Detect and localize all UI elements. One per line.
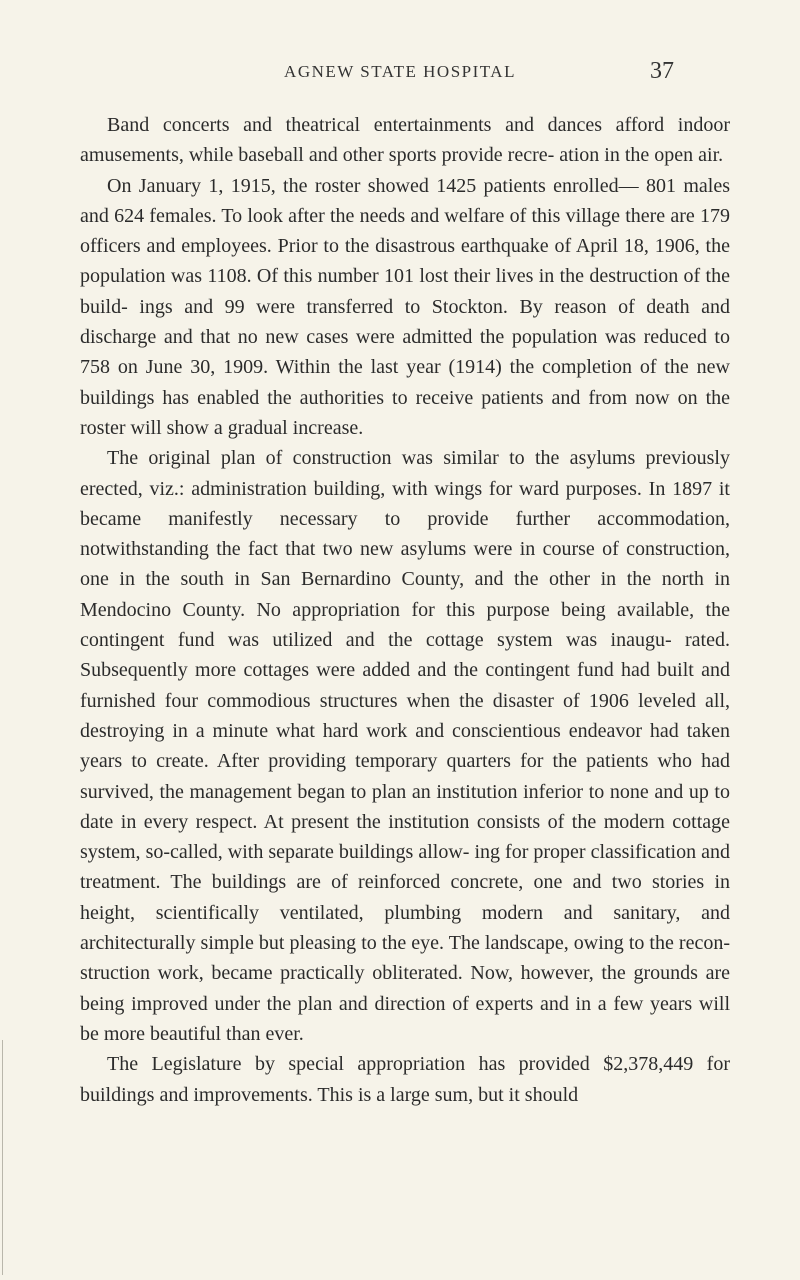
paragraph-amusements: Band concerts and theatrical entertainments and dances afford indoor amusements, while baseball and other sports provide recre- ation in the open air. — [80, 114, 730, 167]
paragraph-population: On January 1, 1915, the roster showed 1425 patients enrolled— 801 males and 624 females. To look after the needs and welfare of this village there are 179 officers and employees. Prior to the disastrous earthquake of April 18, 1906, the population was 1108. Of this number 101 lost their lives in the destruction of the build- ings and 99 were transferred to Stockton. By reason of death and discharge and that no new cases were admitted the population was reduced to 758 on June 30, 1909. Within the last year (1914) the completion of the new buildings has enabled the authorities to receive patients and from now on the roster will show a gradual increase. — [80, 174, 730, 439]
running-head — [0, 58, 800, 92]
page-number: 37 — [650, 58, 674, 84]
page-edge-shadow — [2, 1040, 3, 1275]
body-text — [80, 110, 730, 1110]
paragraph-construction: The original plan of construction was similar to the asylums previously erected, viz.: administration building, with wings for ward purposes. In 1897 it became manifestly necessary to provide further accommodation, notwithstanding the fact that two new asylums were in course of construction, one in the south in San Bernardino County, and the other in the north in Mendocino County. No appropriation for this purpose being available, the contingent fund was utilized and the cottage system was inaugu- rated. Subsequently more cottages were added and the contingent fund had built and furnished four commodious structures when the disaster of 1906 leveled all, destroying in a minute what hard work and conscientious endeavor had taken years to create. After providing temporary quarters for the patients who had survived, the management began to plan an institution inferior to none and up to date in every respect. At present the institution consists of the modern cottage system, so-called, with separate buildings allow- ing for proper classification and treatment. The buildings are of reinforced concrete, one and two stories in height, scientifically ventilated, plumbing modern and sanitary, and architecturally simple but pleasing to the eye. The landscape, owing to the recon- struction work, became practically obliterated. Now, however, the grounds are being improved under the plan and direction of experts and in a few years will be more beautiful than ever. — [80, 447, 730, 1045]
running-title: AGNEW STATE HOSPITAL — [284, 62, 516, 81]
paragraph-appropriation: The Legislature by special appropriation has provided $2,378,449 for buildings and improvements. This is a large sum, but it should — [80, 1053, 730, 1106]
